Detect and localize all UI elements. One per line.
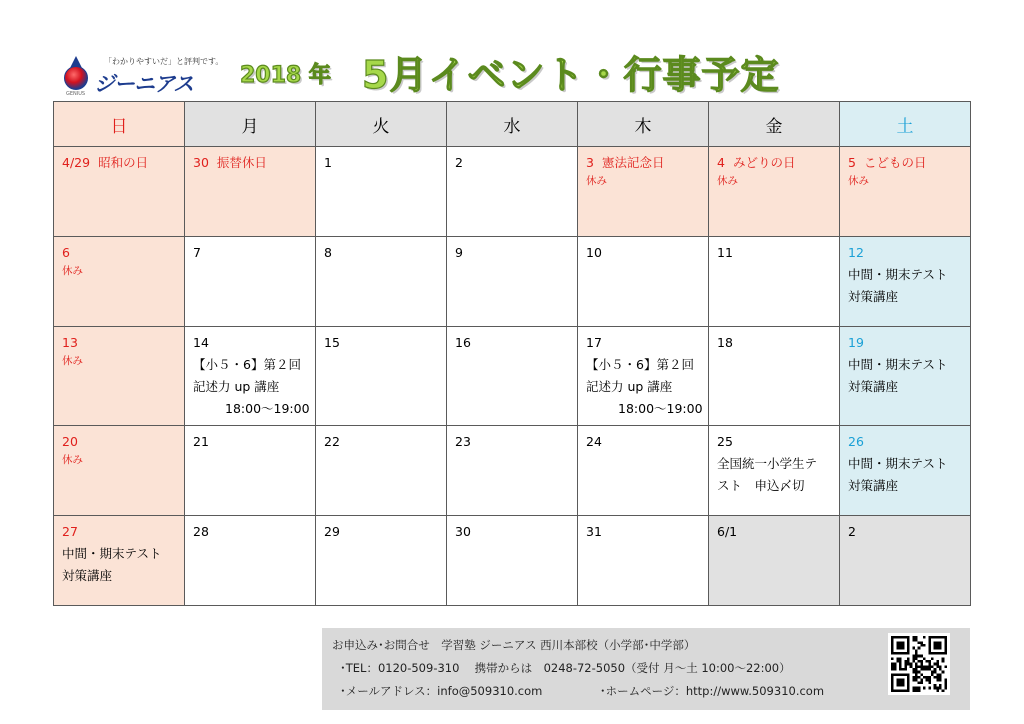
closed-label: 休み <box>62 355 83 367</box>
weekday-mon: 月 <box>185 102 316 147</box>
weekday-sun: 日 <box>54 102 185 147</box>
event-text: 対策講座 <box>62 568 113 583</box>
calendar-day-cell <box>54 426 185 516</box>
calendar-day-cell <box>709 147 840 237</box>
event-text: スト 申込〆切 <box>717 478 805 493</box>
holiday-name: 振替休日 <box>216 155 267 170</box>
calendar-day-cell <box>709 516 840 606</box>
event-text: 記述力 up 講座 <box>586 379 673 394</box>
footer-phone: ･TEL：0120-509-310 携帯からは 0248-72-5050（受付 月～土 10:00～22:00） <box>340 661 791 675</box>
day-number: 24 <box>586 434 602 449</box>
calendar-week-row <box>54 327 971 426</box>
weekday-thu: 木 <box>578 102 709 147</box>
calendar-week-row <box>54 516 971 606</box>
calendar-day-cell <box>578 327 709 426</box>
event-text: 記述力 up 講座 <box>193 379 280 394</box>
weekday-tue: 火 <box>316 102 447 147</box>
genius-logo-icon <box>62 54 224 97</box>
logo-tagline: 「わかりやすいだ」と評判です。 <box>104 57 224 66</box>
calendar-day-cell <box>54 327 185 426</box>
logo-ball-shape <box>64 66 88 90</box>
calendar-day-cell <box>840 327 971 426</box>
event-text: 18:00～19:00 <box>225 401 310 416</box>
day-number: 27 <box>62 524 78 539</box>
calendar-day-cell <box>316 327 447 426</box>
holiday-name: 憲法記念日 <box>601 155 665 170</box>
calendar-day-cell <box>316 237 447 327</box>
calendar-day-cell <box>447 147 578 237</box>
calendar-day-cell <box>709 237 840 327</box>
day-number: 26 <box>848 434 864 449</box>
event-text: 【小５・6】第２回 <box>193 357 301 372</box>
event-calendar <box>53 101 971 606</box>
closed-label: 休み <box>848 175 869 187</box>
day-number: 5 <box>848 155 856 170</box>
calendar-day-cell <box>54 237 185 327</box>
calendar-day-cell <box>709 426 840 516</box>
calendar-day-cell <box>578 426 709 516</box>
day-number: 20 <box>62 434 78 449</box>
day-number: 9 <box>455 245 463 260</box>
calendar-day-cell <box>54 516 185 606</box>
day-number: 18 <box>717 335 733 350</box>
title-year: 2018 年 <box>240 63 331 88</box>
closed-label: 休み <box>717 175 738 187</box>
event-text: 中間・期末テスト <box>848 357 948 372</box>
calendar-day-cell <box>447 327 578 426</box>
day-number: 23 <box>455 434 471 449</box>
calendar-day-cell <box>316 516 447 606</box>
calendar-day-cell <box>578 516 709 606</box>
day-number: 2 <box>848 524 856 539</box>
event-text: 18:00～19:00 <box>618 401 703 416</box>
calendar-day-cell <box>54 147 185 237</box>
day-number: 22 <box>324 434 340 449</box>
day-number: 30 <box>193 155 209 170</box>
calendar-day-cell <box>316 147 447 237</box>
day-number: 12 <box>848 245 864 260</box>
day-number: 11 <box>717 245 733 260</box>
weekday-header-row <box>54 102 971 147</box>
calendar-day-cell <box>840 237 971 327</box>
calendar-day-cell <box>447 237 578 327</box>
holiday-name: みどりの日 <box>732 155 796 170</box>
day-number: 16 <box>455 335 471 350</box>
day-number: 30 <box>455 524 471 539</box>
calendar-week-row <box>54 147 971 237</box>
calendar-day-cell <box>578 147 709 237</box>
calendar-day-cell <box>840 426 971 516</box>
day-number: 4/29 <box>62 155 91 170</box>
calendar-week-row <box>54 426 971 516</box>
calendar-day-cell <box>840 516 971 606</box>
calendar-day-cell <box>185 147 316 237</box>
event-text: 対策講座 <box>848 478 899 493</box>
event-text: 対策講座 <box>848 379 899 394</box>
event-text: 全国統一小学生テ <box>717 456 818 471</box>
calendar-day-cell <box>447 426 578 516</box>
closed-label: 休み <box>586 175 607 187</box>
event-text: 中間・期末テスト <box>848 267 948 282</box>
day-number: 21 <box>193 434 209 449</box>
event-text: 対策講座 <box>848 289 899 304</box>
calendar-day-cell <box>709 327 840 426</box>
page-title: 5月イベント・行事予定 <box>362 53 780 97</box>
day-number: 17 <box>586 335 602 350</box>
calendar-week-row <box>54 237 971 327</box>
weekday-fri: 金 <box>709 102 840 147</box>
weekday-sat: 土 <box>840 102 971 147</box>
day-number: 7 <box>193 245 201 260</box>
day-number: 4 <box>717 155 725 170</box>
day-number: 1 <box>324 155 332 170</box>
logo-sub: GENIUS <box>66 91 86 97</box>
day-number: 19 <box>848 335 864 350</box>
day-number: 6 <box>62 245 70 260</box>
calendar-day-cell <box>578 237 709 327</box>
day-number: 15 <box>324 335 340 350</box>
event-text: 【小５・6】第２回 <box>586 357 694 372</box>
day-number: 28 <box>193 524 209 539</box>
day-number: 29 <box>324 524 340 539</box>
weekday-wed: 水 <box>447 102 578 147</box>
calendar-day-cell <box>185 426 316 516</box>
day-number: 31 <box>586 524 602 539</box>
closed-label: 休み <box>62 454 83 466</box>
day-number: 6/1 <box>717 524 738 539</box>
calendar-day-cell <box>447 516 578 606</box>
day-number: 14 <box>193 335 209 350</box>
contact-footer <box>322 628 970 710</box>
day-number: 3 <box>586 155 594 170</box>
calendar-day-cell <box>316 426 447 516</box>
calendar-day-cell <box>185 237 316 327</box>
holiday-name: 昭和の日 <box>98 155 149 170</box>
footer-contact-heading: お申込み･お問合せ 学習塾 ジーニアス 西川本部校（小学部･中学部） <box>332 638 696 652</box>
closed-label: 休み <box>62 265 83 277</box>
event-text: 中間・期末テスト <box>848 456 948 471</box>
calendar-day-cell <box>840 147 971 237</box>
calendar-day-cell <box>185 327 316 426</box>
day-number: 25 <box>717 434 733 449</box>
day-number: 2 <box>455 155 463 170</box>
footer-email-web: ･メールアドレス：info@509310.com ･ホームページ：http://www.509310.com <box>340 684 825 698</box>
calendar-day-cell <box>185 516 316 606</box>
event-text: 中間・期末テスト <box>62 546 162 561</box>
day-number: 13 <box>62 335 78 350</box>
qr-code-icon <box>888 633 950 695</box>
holiday-name: こどもの日 <box>863 155 927 170</box>
logo-name: ジーニアス <box>94 72 194 96</box>
day-number: 8 <box>324 245 332 260</box>
day-number: 10 <box>586 245 602 260</box>
